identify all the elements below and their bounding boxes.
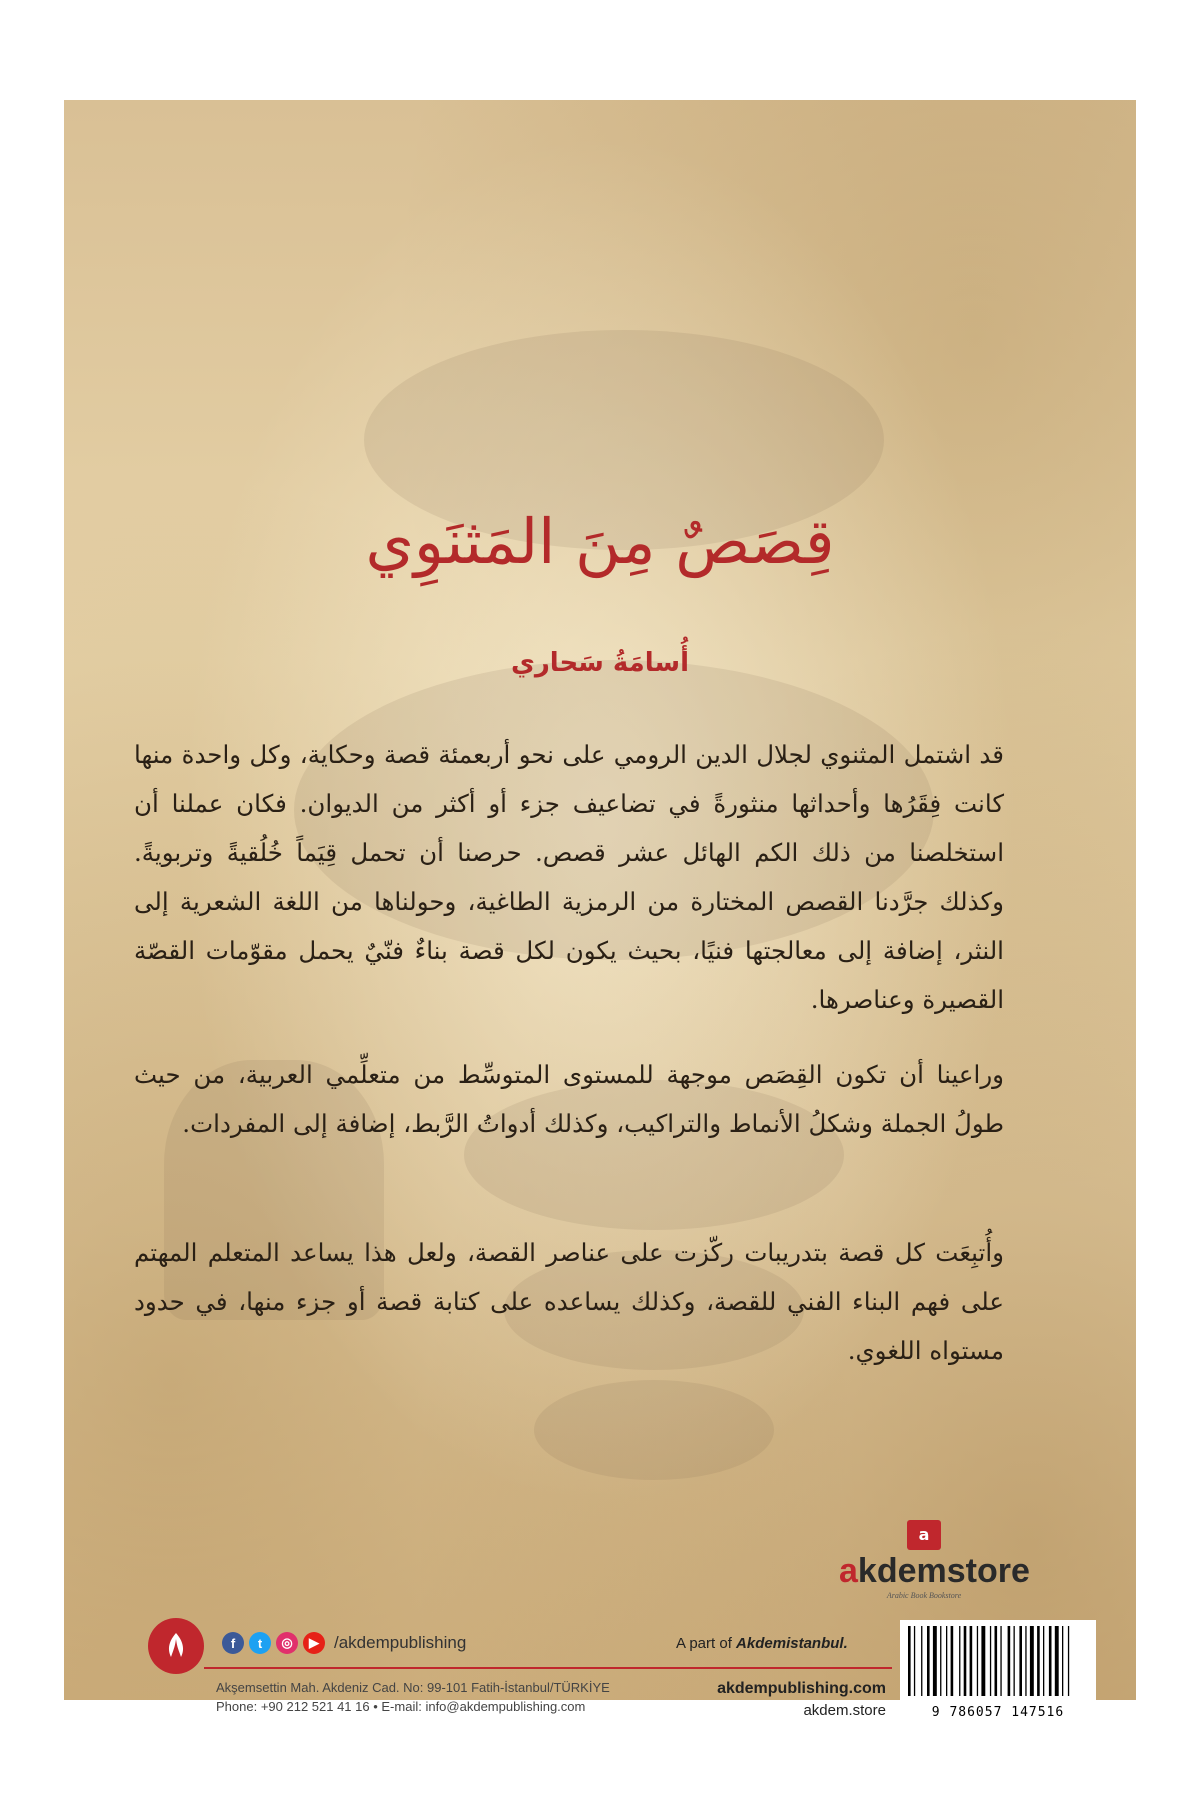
barcode-bar [977,1626,978,1696]
background-shape [534,1380,774,1480]
barcode-bar [995,1626,998,1696]
barcode-bar [1055,1626,1059,1696]
barcode-bar [1025,1626,1026,1696]
barcode-bar [946,1626,947,1696]
barcode-bar [1068,1626,1069,1696]
blurb-paragraph: وراعينا أن تكون القِصَص موجهة للمستوى المتوسِّط من متعلِّمي العربية، من حيث طولُ الجملة وشكلُ الأنماط والتراكيب، وكذلك أدواتُ الرَّبط، إضافة إلى المفردات. [134,1060,1004,1138]
barcode-bar [981,1626,985,1696]
book-back-cover [64,100,1136,1720]
barcode-bar [1008,1626,1011,1696]
address-line: Akşemsettin Mah. Akdeniz Cad. No: 99-101 Fatih-İstanbul/TÜRKİYE [216,1680,610,1695]
publisher-logo-icon [148,1618,204,1674]
akdemstore-logo [839,1520,1030,1600]
blurb-paragraph: قد اشتمل المثنوي لجلال الدين الرومي على نحو أربعمئة قصة وحكاية، وكل واحدة منها كانت فِقَرُها وأحداثها منثورةً في تضاعيف جزء أو أكثر من الديوان. فكان عملنا أن استخلصنا من ذلك الكم الهائل عشر قصص. حرصنا أن تحمل قِيَماً خُلُقيةً وتربويةً. وكذلك جرَّدنا القصص المختارة من الرمزية الطاغية، وحولناها من اللغة الشعرية إلى النثر، إضافة إلى معالجتها فنيًا، بحيث يكون لكل قصة بناءٌ فنّيٌ يحمل مقوّمات القصّة القصيرة وعناصرها. [134,740,1004,1014]
barcode-bar [933,1626,937,1696]
barcode-bar [1030,1626,1034,1696]
instagram-icon[interactable]: ◎ [276,1632,298,1654]
store-link[interactable]: akdem.store [803,1702,886,1719]
barcode-bar [1014,1626,1015,1696]
author-name: أُسامَةُ سَحاري [510,648,690,678]
contact-line: Phone: +90 212 521 41 16 • E-mail: info@akdempublishing.com [216,1699,586,1714]
divider [204,1667,892,1669]
publisher-address [216,1678,610,1716]
barcode-bar [1037,1626,1040,1696]
barcode-bar [1043,1626,1044,1696]
barcode-bar [964,1626,967,1696]
part-of-label: A part of Akdemistanbul. [676,1635,848,1652]
twitter-icon[interactable]: t [249,1632,271,1654]
barcode-bar [927,1626,930,1696]
social-links [222,1632,466,1654]
barcode-bar [1019,1626,1022,1696]
barcode-bar [959,1626,960,1696]
publisher-websites [664,1678,886,1722]
book-title: قِصَصٌ مِنَ المَثنَوِي [365,505,835,578]
isbn-barcode [900,1620,1096,1724]
barcode-bar [908,1626,911,1696]
facebook-icon[interactable]: f [222,1632,244,1654]
website-link[interactable]: akdempublishing.com [717,1680,886,1697]
store-name: akdemstore [839,1552,1030,1590]
blurb-paragraph: وأُتبِعَت كل قصة بتدريبات ركّزت على عناصر القصة، ولعل هذا يساعد المتعلم المهتم على فهم البناء الفني للقصة، وكذلك يساعده على كتابة قصة أو جزء منها، في حدود مستواه اللغوي. [134,1238,1004,1365]
barcode-bar [921,1626,922,1696]
youtube-icon[interactable]: ▶ [303,1632,325,1654]
barcode-bar [914,1626,915,1696]
barcode-bar [990,1626,991,1696]
store-badge-icon: a [907,1520,941,1550]
store-tagline: Arabic Book Bookstore [886,1591,962,1600]
isbn-number: 9 786057 147516 [931,1705,1065,1720]
barcode-bar [1062,1626,1063,1696]
barcode-bar [1000,1626,1001,1696]
social-handle[interactable]: /akdempublishing [334,1633,467,1652]
barcode-bar [970,1626,973,1696]
barcode-bar [940,1626,941,1696]
barcode-bar [1049,1626,1052,1696]
barcode-bars [900,1620,1096,1702]
barcode-bar [951,1626,954,1696]
